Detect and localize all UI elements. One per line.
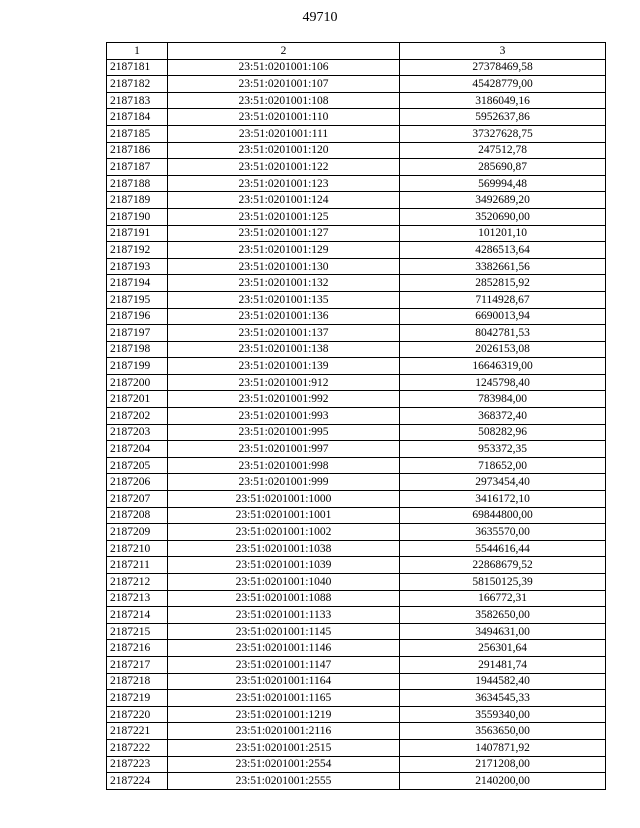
value-cell: 3494631,00 xyxy=(400,623,606,640)
data-table xyxy=(106,42,606,790)
value-cell: 1944582,40 xyxy=(400,673,606,690)
table-row xyxy=(107,424,606,441)
table-row xyxy=(107,673,606,690)
column-header-3: 3 xyxy=(400,43,606,60)
cadastral-number-cell: 23:51:0201001:122 xyxy=(168,159,400,176)
table-row xyxy=(107,341,606,358)
cadastral-number-cell: 23:51:0201001:107 xyxy=(168,76,400,93)
row-number-cell: 2187219 xyxy=(107,690,168,707)
cadastral-number-cell: 23:51:0201001:125 xyxy=(168,208,400,225)
table-row xyxy=(107,656,606,673)
row-number-cell: 2187200 xyxy=(107,374,168,391)
row-number-cell: 2187192 xyxy=(107,242,168,259)
value-cell: 3563650,00 xyxy=(400,723,606,740)
value-cell: 256301,64 xyxy=(400,640,606,657)
table-row xyxy=(107,358,606,375)
value-cell: 368372,40 xyxy=(400,408,606,425)
table-row xyxy=(107,325,606,342)
table-row xyxy=(107,275,606,292)
value-cell: 166772,31 xyxy=(400,590,606,607)
table-row xyxy=(107,574,606,591)
value-cell: 247512,78 xyxy=(400,142,606,159)
table-row xyxy=(107,242,606,259)
row-number-cell: 2187196 xyxy=(107,308,168,325)
row-number-cell: 2187202 xyxy=(107,408,168,425)
value-cell: 45428779,00 xyxy=(400,76,606,93)
cadastral-number-cell: 23:51:0201001:1147 xyxy=(168,656,400,673)
table-row xyxy=(107,507,606,524)
row-number-cell: 2187184 xyxy=(107,109,168,126)
value-cell: 569994,48 xyxy=(400,175,606,192)
row-number-cell: 2187203 xyxy=(107,424,168,441)
row-number-cell: 2187209 xyxy=(107,524,168,541)
cadastral-number-cell: 23:51:0201001:1145 xyxy=(168,623,400,640)
value-cell: 2026153,08 xyxy=(400,341,606,358)
row-number-cell: 2187217 xyxy=(107,656,168,673)
value-cell: 2973454,40 xyxy=(400,474,606,491)
cadastral-number-cell: 23:51:0201001:997 xyxy=(168,441,400,458)
column-header-1: 1 xyxy=(107,43,168,60)
table-row xyxy=(107,706,606,723)
table-row xyxy=(107,225,606,242)
cadastral-number-cell: 23:51:0201001:999 xyxy=(168,474,400,491)
cadastral-number-cell: 23:51:0201001:992 xyxy=(168,391,400,408)
value-cell: 1245798,40 xyxy=(400,374,606,391)
table-body xyxy=(107,59,606,789)
row-number-cell: 2187211 xyxy=(107,557,168,574)
cadastral-number-cell: 23:51:0201001:1133 xyxy=(168,607,400,624)
value-cell: 3634545,33 xyxy=(400,690,606,707)
row-number-cell: 2187199 xyxy=(107,358,168,375)
row-number-cell: 2187201 xyxy=(107,391,168,408)
table-row xyxy=(107,690,606,707)
row-number-cell: 2187185 xyxy=(107,125,168,142)
cadastral-number-cell: 23:51:0201001:124 xyxy=(168,192,400,209)
table-row xyxy=(107,374,606,391)
cadastral-number-cell: 23:51:0201001:1165 xyxy=(168,690,400,707)
table-row xyxy=(107,773,606,790)
table-row xyxy=(107,590,606,607)
cadastral-number-cell: 23:51:0201001:1001 xyxy=(168,507,400,524)
table-row xyxy=(107,258,606,275)
row-number-cell: 2187216 xyxy=(107,640,168,657)
value-cell: 3416172,10 xyxy=(400,491,606,508)
row-number-cell: 2187194 xyxy=(107,275,168,292)
column-header-2: 2 xyxy=(168,43,400,60)
row-number-cell: 2187204 xyxy=(107,441,168,458)
cadastral-number-cell: 23:51:0201001:993 xyxy=(168,408,400,425)
value-cell: 7114928,67 xyxy=(400,291,606,308)
cadastral-number-cell: 23:51:0201001:106 xyxy=(168,59,400,76)
value-cell: 37327628,75 xyxy=(400,125,606,142)
cadastral-number-cell: 23:51:0201001:123 xyxy=(168,175,400,192)
table-row xyxy=(107,208,606,225)
value-cell: 3382661,56 xyxy=(400,258,606,275)
row-number-cell: 2187214 xyxy=(107,607,168,624)
row-number-cell: 2187208 xyxy=(107,507,168,524)
row-number-cell: 2187215 xyxy=(107,623,168,640)
table-row xyxy=(107,125,606,142)
row-number-cell: 2187197 xyxy=(107,325,168,342)
table-row xyxy=(107,739,606,756)
value-cell: 508282,96 xyxy=(400,424,606,441)
table-row xyxy=(107,457,606,474)
row-number-cell: 2187193 xyxy=(107,258,168,275)
table-row xyxy=(107,623,606,640)
table-row xyxy=(107,59,606,76)
value-cell: 4286513,64 xyxy=(400,242,606,259)
table-row xyxy=(107,109,606,126)
value-cell: 718652,00 xyxy=(400,457,606,474)
table-row xyxy=(107,441,606,458)
cadastral-number-cell: 23:51:0201001:120 xyxy=(168,142,400,159)
table-row xyxy=(107,474,606,491)
value-cell: 2852815,92 xyxy=(400,275,606,292)
table-row xyxy=(107,524,606,541)
table-row xyxy=(107,491,606,508)
cadastral-number-cell: 23:51:0201001:1146 xyxy=(168,640,400,657)
row-number-cell: 2187195 xyxy=(107,291,168,308)
row-number-cell: 2187198 xyxy=(107,341,168,358)
row-number-cell: 2187221 xyxy=(107,723,168,740)
cadastral-number-cell: 23:51:0201001:127 xyxy=(168,225,400,242)
cadastral-number-cell: 23:51:0201001:129 xyxy=(168,242,400,259)
cadastral-number-cell: 23:51:0201001:137 xyxy=(168,325,400,342)
table-row xyxy=(107,76,606,93)
page-number: 49710 xyxy=(302,10,338,25)
cadastral-number-cell: 23:51:0201001:998 xyxy=(168,457,400,474)
cadastral-number-cell: 23:51:0201001:1038 xyxy=(168,540,400,557)
cadastral-number-cell: 23:51:0201001:136 xyxy=(168,308,400,325)
cadastral-number-cell: 23:51:0201001:110 xyxy=(168,109,400,126)
cadastral-number-cell: 23:51:0201001:132 xyxy=(168,275,400,292)
table-row xyxy=(107,92,606,109)
row-number-cell: 2187181 xyxy=(107,59,168,76)
table-header-row xyxy=(107,43,606,60)
table-row xyxy=(107,540,606,557)
row-number-cell: 2187210 xyxy=(107,540,168,557)
cadastral-number-cell: 23:51:0201001:108 xyxy=(168,92,400,109)
value-cell: 3635570,00 xyxy=(400,524,606,541)
row-number-cell: 2187206 xyxy=(107,474,168,491)
row-number-cell: 2187222 xyxy=(107,739,168,756)
row-number-cell: 2187188 xyxy=(107,175,168,192)
value-cell: 285690,87 xyxy=(400,159,606,176)
row-number-cell: 2187207 xyxy=(107,491,168,508)
cadastral-number-cell: 23:51:0201001:995 xyxy=(168,424,400,441)
cadastral-number-cell: 23:51:0201001:1219 xyxy=(168,706,400,723)
table-row xyxy=(107,557,606,574)
row-number-cell: 2187224 xyxy=(107,773,168,790)
table-row xyxy=(107,756,606,773)
table-row xyxy=(107,142,606,159)
cadastral-number-cell: 23:51:0201001:1088 xyxy=(168,590,400,607)
cadastral-number-cell: 23:51:0201001:2116 xyxy=(168,723,400,740)
value-cell: 2171208,00 xyxy=(400,756,606,773)
value-cell: 69844800,00 xyxy=(400,507,606,524)
table-row xyxy=(107,640,606,657)
value-cell: 22868679,52 xyxy=(400,557,606,574)
cadastral-number-cell: 23:51:0201001:2555 xyxy=(168,773,400,790)
table-row xyxy=(107,291,606,308)
cadastral-number-cell: 23:51:0201001:2515 xyxy=(168,739,400,756)
row-number-cell: 2187212 xyxy=(107,574,168,591)
value-cell: 5952637,86 xyxy=(400,109,606,126)
table-row xyxy=(107,391,606,408)
row-number-cell: 2187191 xyxy=(107,225,168,242)
cadastral-number-cell: 23:51:0201001:135 xyxy=(168,291,400,308)
cadastral-number-cell: 23:51:0201001:2554 xyxy=(168,756,400,773)
cadastral-number-cell: 23:51:0201001:1000 xyxy=(168,491,400,508)
cadastral-number-cell: 23:51:0201001:1039 xyxy=(168,557,400,574)
value-cell: 291481,74 xyxy=(400,656,606,673)
cadastral-number-cell: 23:51:0201001:130 xyxy=(168,258,400,275)
row-number-cell: 2187189 xyxy=(107,192,168,209)
value-cell: 1407871,92 xyxy=(400,739,606,756)
cadastral-number-cell: 23:51:0201001:1002 xyxy=(168,524,400,541)
table-row xyxy=(107,308,606,325)
cadastral-number-cell: 23:51:0201001:1040 xyxy=(168,574,400,591)
row-number-cell: 2187218 xyxy=(107,673,168,690)
value-cell: 5544616,44 xyxy=(400,540,606,557)
table-row xyxy=(107,192,606,209)
value-cell: 3186049,16 xyxy=(400,92,606,109)
value-cell: 2140200,00 xyxy=(400,773,606,790)
value-cell: 6690013,94 xyxy=(400,308,606,325)
value-cell: 3520690,00 xyxy=(400,208,606,225)
table-row xyxy=(107,175,606,192)
row-number-cell: 2187186 xyxy=(107,142,168,159)
value-cell: 3582650,00 xyxy=(400,607,606,624)
value-cell: 3559340,00 xyxy=(400,706,606,723)
value-cell: 58150125,39 xyxy=(400,574,606,591)
row-number-cell: 2187187 xyxy=(107,159,168,176)
value-cell: 16646319,00 xyxy=(400,358,606,375)
row-number-cell: 2187183 xyxy=(107,92,168,109)
table-row xyxy=(107,408,606,425)
row-number-cell: 2187205 xyxy=(107,457,168,474)
table-row xyxy=(107,159,606,176)
value-cell: 783984,00 xyxy=(400,391,606,408)
row-number-cell: 2187182 xyxy=(107,76,168,93)
value-cell: 27378469,58 xyxy=(400,59,606,76)
row-number-cell: 2187220 xyxy=(107,706,168,723)
value-cell: 8042781,53 xyxy=(400,325,606,342)
row-number-cell: 2187223 xyxy=(107,756,168,773)
table-row xyxy=(107,723,606,740)
table-row xyxy=(107,607,606,624)
cadastral-number-cell: 23:51:0201001:138 xyxy=(168,341,400,358)
row-number-cell: 2187190 xyxy=(107,208,168,225)
value-cell: 101201,10 xyxy=(400,225,606,242)
cadastral-number-cell: 23:51:0201001:1164 xyxy=(168,673,400,690)
cadastral-number-cell: 23:51:0201001:139 xyxy=(168,358,400,375)
row-number-cell: 2187213 xyxy=(107,590,168,607)
cadastral-number-cell: 23:51:0201001:111 xyxy=(168,125,400,142)
value-cell: 953372,35 xyxy=(400,441,606,458)
cadastral-number-cell: 23:51:0201001:912 xyxy=(168,374,400,391)
value-cell: 3492689,20 xyxy=(400,192,606,209)
